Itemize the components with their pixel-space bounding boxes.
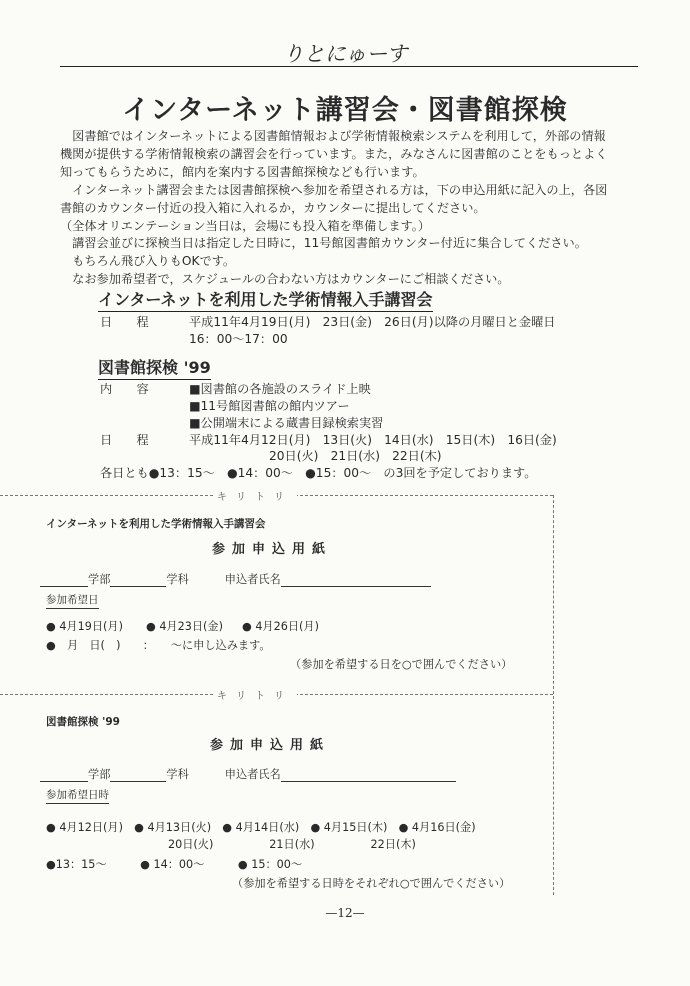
- tour-heading: 図書館探検 '99: [98, 355, 211, 380]
- form1-wish-label: 参加希望日: [46, 592, 99, 609]
- department-blank[interactable]: [110, 768, 166, 782]
- form1-org: インターネットを利用した学術情報入手講習会: [46, 518, 266, 530]
- intro-line: 書館のカウンター付近の投入箱に入れるか，カウンターに提出してください。: [60, 200, 486, 215]
- cut-label: キリトリ: [213, 488, 297, 503]
- applicant-name-blank[interactable]: [281, 768, 456, 782]
- form1-other-date[interactable]: ● 月 日( ) ： ～に申し込みます。: [46, 639, 271, 652]
- department-blank[interactable]: [110, 573, 166, 587]
- form2-wish-label: 参加希望日時: [46, 787, 109, 804]
- form1-option[interactable]: ● 4月19日(月): [46, 620, 123, 633]
- applicant-name-label: 申込者氏名: [224, 573, 281, 586]
- tour-item: ■11号館図書館の館内ツアー: [189, 399, 350, 413]
- intro-line: 講習会並びに探検当日は指定した日時に，11号館図書館カウンター付近に集合してください。: [60, 236, 587, 251]
- faculty-blank[interactable]: [40, 573, 88, 587]
- intro-paragraph: [60, 128, 650, 289]
- applicant-name-blank[interactable]: [281, 573, 431, 587]
- tour-item: ■公開端末による蔵書目録検索実習: [189, 416, 384, 430]
- seminar-date-line2: 16：00～17：00: [189, 332, 288, 346]
- form1-option[interactable]: ● 4月26日(月): [242, 620, 319, 633]
- tour-date-label: 日 程: [100, 433, 149, 447]
- form1-name-row: [40, 571, 431, 587]
- faculty-label: 学部: [88, 768, 111, 781]
- cut-line-vertical: [553, 495, 554, 895]
- form2-note: （参加を希望する日時をそれぞれ○で囲んでください）: [232, 877, 511, 890]
- tour-date-line2: 20日(火) 21日(水) 22日(木): [269, 449, 442, 463]
- faculty-label: 学部: [88, 573, 111, 586]
- tour-content-label: 内 容: [100, 382, 149, 396]
- form1-option[interactable]: ● 4月23日(金): [146, 620, 223, 633]
- intro-line: もちろん飛び入りもOKです。: [60, 254, 236, 269]
- seminar-heading: インターネットを利用した学術情報入手講習会: [98, 287, 433, 312]
- cut-label: キリトリ: [213, 687, 297, 702]
- form2-dates[interactable]: ● 4月12日(月) ● 4月13日(火) ● 4月14日(水) ● 4月15日(木) ● 4月16日(金): [46, 821, 476, 834]
- form1-title: 参加申込用紙: [212, 542, 333, 557]
- tour-date-line1: 平成11年4月12日(月) 13日(火) 14日(水) 15日(木) 16日(金): [189, 433, 557, 447]
- intro-line: インターネット講習会または図書館探検へ参加を希望される方は，下の申込用紙に記入の上，各図: [60, 182, 608, 197]
- form2-times[interactable]: ●13：15～ ● 14：00～ ● 15：00～: [46, 858, 303, 871]
- tour-item: ■図書館の各施設のスライド上映: [189, 382, 371, 396]
- intro-line: 機関が提供する学術情報検索の講習会を行っています。また，みなさんに図書館のことをもっとよく: [60, 146, 608, 161]
- tour-times: 各日とも●13：15～ ●14：00～ ●15：00～ の3回を予定しております。: [100, 466, 537, 480]
- seminar-date-label: 日 程: [100, 315, 149, 329]
- header-title: りとにゅーす: [282, 42, 408, 66]
- seminar-date-line1: 平成11年4月19日(月) 23日(金) 26日(月)以降の月曜日と金曜日: [189, 315, 556, 329]
- header-rule: [60, 66, 638, 67]
- intro-line: （全体オリエンテーション当日は，会場にも投入箱を準備します。）: [60, 218, 431, 233]
- intro-line: なお参加希望者で，スケジュールの合わない方はカウンターにご相談ください。: [60, 272, 510, 287]
- form2-org: 図書館探検 '99: [46, 716, 120, 728]
- form2-dates[interactable]: 20日(火) 21日(水) 22日(木): [168, 838, 416, 851]
- form2-title: 参加申込用紙: [210, 738, 331, 753]
- form2-name-row: [40, 766, 456, 782]
- form1-note: （参加を希望する日を○で囲んでください）: [290, 658, 513, 671]
- applicant-name-label: 申込者氏名: [224, 768, 281, 781]
- faculty-blank[interactable]: [40, 768, 88, 782]
- department-label: 学科: [166, 768, 189, 781]
- intro-line: 図書館ではインターネットによる図書館情報および学術情報検索システムを利用して，外部の情報: [60, 129, 606, 143]
- intro-line: 知ってもらうために，館内を案内する図書館探検なども行います。: [60, 164, 425, 179]
- page-title: インターネット講習会・図書館探検: [122, 95, 568, 126]
- page-number: —12—: [325, 906, 365, 920]
- department-label: 学科: [166, 573, 189, 586]
